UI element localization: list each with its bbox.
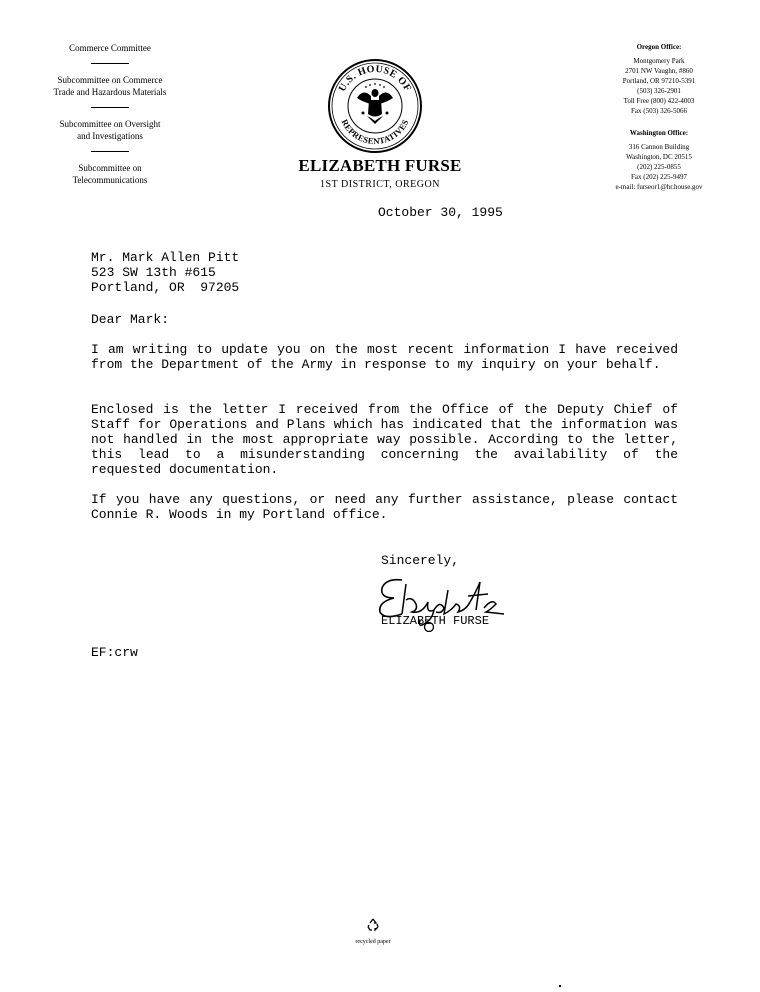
recipient-street: 523 SW 13th #615 <box>91 265 216 280</box>
divider <box>91 107 129 108</box>
washington-office-line: Washington, DC 20515 <box>626 153 692 161</box>
letter-date: October 30, 1995 <box>378 205 503 220</box>
recipient-city: Portland, OR 97205 <box>91 280 240 295</box>
committee-title: Commerce Committee <box>69 43 151 53</box>
paragraph-enclosed: Enclosed is the letter I received from the Office of the Deputy Chief of Staff for Operations and Plans which has indicated that the information was not handled in the most appropriate way possible. According to the letter, this lead to a misunderstanding concerning the availability of the requested documentation. <box>91 402 678 477</box>
divider <box>91 151 129 152</box>
oregon-office-line: (503) 326-2901 <box>637 87 681 95</box>
speck <box>559 985 561 987</box>
recycled-paper-label: recycled paper <box>355 939 391 945</box>
typist-initials: EF:crw <box>91 645 138 660</box>
paragraph-contact: If you have any questions, or need any further assistance, please contact Connie R. Woods in my Portland office. <box>91 492 678 522</box>
oregon-office-line: Toll Free (800) 422-4003 <box>623 97 695 105</box>
svg-text:REPRESENTATIVES: REPRESENTATIVES <box>339 117 411 147</box>
washington-office-line: Fax (202) 225-9497 <box>631 173 687 181</box>
subcommittee-commerce: Subcommittee on Commerce Trade and Hazardous Materials <box>53 75 167 97</box>
oregon-office-line: Portland, OR 97210-5391 <box>622 77 696 85</box>
divider <box>91 63 129 64</box>
subcommittee-telecom: Subcommittee on Telecommunications <box>72 163 148 185</box>
oregon-office-line: Montgomery Park <box>633 57 685 65</box>
paragraph-update: I am writing to update you on the most recent information I have received from the Department of the Army in response to my inquiry on your behalf. <box>91 342 678 372</box>
washington-office-line: e-mail: furseor1@hr.house.gov <box>615 183 703 191</box>
oregon-office-line: 2701 NW Vaughn, #860 <box>625 67 693 75</box>
closing: Sincerely, <box>381 553 460 568</box>
subcommittee-oversight: Subcommittee on Oversight and Investigations <box>59 119 161 141</box>
signer-name: ELIZABETH FURSE <box>381 614 490 628</box>
salutation: Dear Mark: <box>91 312 170 327</box>
committee-list <box>30 42 190 186</box>
representative-district: 1ST DISTRICT, OREGON <box>320 179 440 190</box>
representative-name: ELIZABETH FURSE <box>298 156 462 175</box>
washington-office-heading: Washington Office: <box>629 129 689 137</box>
recipient-name: Mr. Mark Allen Pitt <box>91 250 240 265</box>
oregon-office-heading: Oregon Office: <box>636 43 682 51</box>
oregon-office-line: Fax (503) 326-5066 <box>631 107 687 115</box>
washington-office-line: 316 Cannon Building <box>628 143 690 151</box>
house-seal-icon <box>327 58 423 154</box>
office-addresses <box>594 42 724 192</box>
washington-office-line: (202) 225-0855 <box>637 163 681 171</box>
recycle-icon <box>366 918 380 932</box>
svg-text:U.S. HOUSE OF: U.S. HOUSE OF <box>336 63 414 94</box>
